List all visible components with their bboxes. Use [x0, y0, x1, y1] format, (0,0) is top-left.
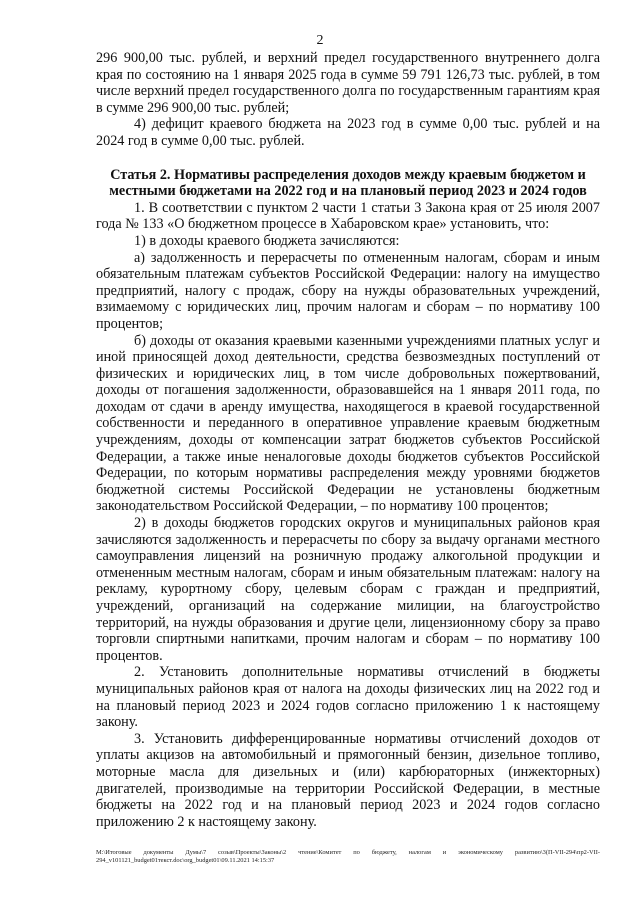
paragraph-article-2-item-1: 1. В соответствии с пунктом 2 части 1 статьи 3 Закона края от 25 июля 2007 года № 133 «О бюджетном процессе в Хабаровском крае» установить, что:: [96, 199, 600, 233]
article-2-heading: Статья 2. Нормативы распределения доходов между краевым бюджетом и местными бюджетами на 2022 год и на плановый период 2023 и 2024 годов: [109, 166, 587, 200]
paragraph-subitem-b: б) доходы от оказания краевыми казенными учреждениями платных услуг и иной приносящей доход деятельности, средства безвозмездных поступлений от физических и юридических лиц, в том числе добровольных пожертвований, доходы от погашения задолженности, образовавшейся на 1 января 2011 года, по доходам от сдачи в аренду имущества, находящегося в краевой государственной собственности и переданного в оперативное управление краевым бюджетным учреждениям, доходы от компенсации затрат бюджетов субъектов Российской Федерации, а также иные неналоговые доходы бюджетов субъектов Российской Федерации, по которым нормативы распределения между уровнями бюджетов бюджетной системы Российской Федерации не установлены бюджетным законодательством Российской Федерации, – по нормативу 100 процентов;: [96, 332, 600, 515]
document-body: [96, 50, 600, 830]
paragraph-debt-limit: 296 900,00 тыс. рублей, и верхний предел государственного внутреннего долга края по состоянию на 1 января 2025 года в сумме 59 791 126,73 тыс. рублей, в том числе верхний предел государственного долга по государственным гарантиям края в сумме 296 900,00 тыс. рублей;: [96, 50, 600, 116]
paragraph-subitem-a: а) задолженность и перерасчеты по отмененным налогам, сборам и иным обязательным платежам субъектов Российской Федерации: налогу на имущество предприятий, налогу с продаж, сбору на нужды образовательных учреждений, взимаемому с юридических лиц, прочим налогам и сборам – по нормативу 100 процентов;: [96, 249, 600, 332]
file-path-footer: M:\Итоговые документы Думы\7 созыв\Проекты\Законы\2 чтение\Комитет по бюджету, налогам и экономическому развитию\3(П-VII-294\пр2-VII-294_v101121_budget01текст.doc\org_budget01\09.11.2021 14:15:37: [96, 849, 600, 864]
page-number: 2: [316, 33, 324, 48]
paragraph-article-2-item-3: 3. Установить дифференцированные нормативы отчислений доходов от уплаты акцизов на автомобильный и прямогонный бензин, дизельное топливо, моторные масла для дизельных и (или) карбюраторных (инжекторных) двигателей, производимые на территории Российской Федерации, в местные бюджеты на 2022 год и на плановый период 2023 и 2024 годов согласно приложению 2 к настоящему закону.: [96, 730, 600, 830]
paragraph-municipal-revenues: 2) в доходы бюджетов городских округов и муниципальных районов края зачисляются задолженность и перерасчеты по сбору за выдачу органами местного самоуправления лицензий на розничную продажу алкогольной продукции и отмененным местным налогам, сборам и иным обязательным платежам: налогу на рекламу, курортному сбору, целевым сборам с граждан и предприятий, учреждений, организаций на содержание милиции, на благоустройство территорий, на нужды образования и другие цели, лицензионному сбору за право торговли спиртными напитками, прочим налогам и сборам – по нормативу 100 процентов.: [96, 515, 600, 664]
paragraph-regional-budget-revenues: 1) в доходы краевого бюджета зачисляются:: [134, 232, 400, 249]
paragraph-deficit: 4) дефицит краевого бюджета на 2023 год в сумме 0,00 тыс. рублей и на 2024 год в сумме 0,00 тыс. рублей.: [96, 116, 600, 149]
paragraph-article-2-item-2: 2. Установить дополнительные нормативы отчислений в бюджеты муниципальных районов края от налога на доходы физических лиц на 2022 год и на плановый период 2023 и 2024 годов согласно приложению 1 к настоящему закону.: [96, 664, 600, 731]
